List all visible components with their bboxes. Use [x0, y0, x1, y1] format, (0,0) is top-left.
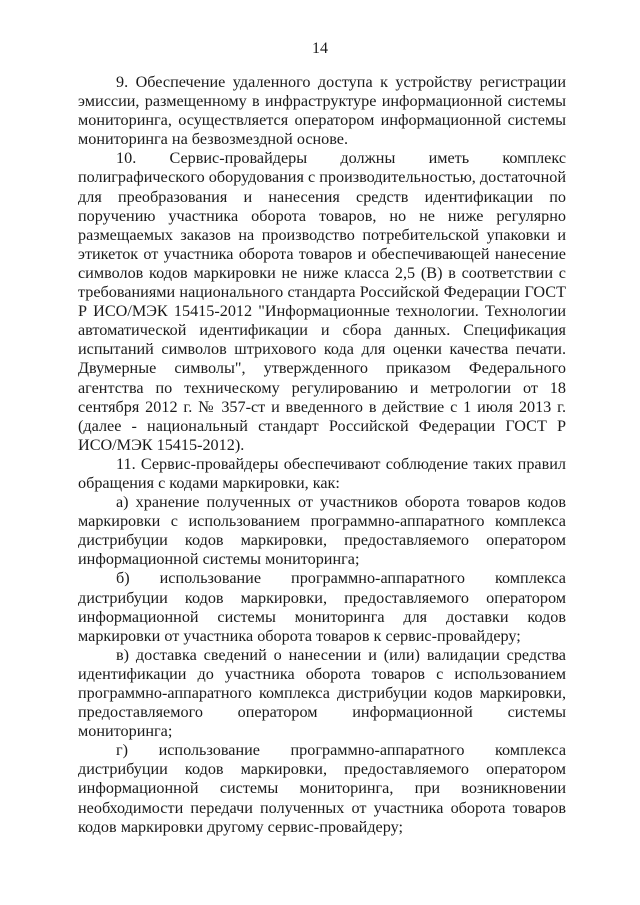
paragraph-9: 9. Обеспечение удаленного доступа к устройству регистрации эмиссии, размещенному в инфраструктуре информационной системы мониторинга, осуществляется оператором информационной системы мониторинга на безвозмездной основе. — [78, 73, 566, 149]
document-body — [78, 73, 566, 837]
page-number: 14 — [312, 40, 328, 57]
list-item-v: в) доставка сведений о нанесении и (или) валидации средства идентификации до участника оборота товаров с использованием программно-аппаратного комплекса дистрибуции кодов маркировки, предоставляемого оператором информационной системы мониторинга; — [78, 645, 566, 741]
list-item-g: г) использование программно-аппаратного комплекса дистрибуции кодов маркировки, предоставляемого оператором информационной системы мониторинга, при возникновении необходимости передачи полученных от участника оборота товаров кодов маркировки другому сервис-провайдеру; — [78, 741, 566, 836]
paragraph-11: 11. Сервис-провайдеры обеспечивают соблюдение таких правил обращения с кодами маркировки, как: — [78, 454, 566, 492]
list-item-b: б) использование программно-аппаратного комплекса дистрибуции кодов маркировки, предоставляемого оператором информационной системы мониторинга для доставки кодов маркировки от участника оборота товаров к сервис-провайдеру; — [78, 569, 566, 645]
list-item-a: а) хранение полученных от участников оборота товаров кодов маркировки с использованием программно-аппаратного комплекса дистрибуции кодов маркировки, предоставляемого оператором информационной системы мониторинга; — [78, 493, 566, 569]
paragraph-10: 10. Сервис-провайдеры должны иметь комплекс полиграфического оборудования с производительностью, достаточной для преобразования и нанесения средств идентификации по поручению участника оборота товаров, но не ниже регулярно размещаемых заказов на производство потребительской упаковки и этикеток от участника оборота товаров и обеспечивающей нанесение символов кодов маркировки не ниже класса 2,5 (B) в соответствии с требованиями национального стандарта Российской Федерации ГОСТ Р ИСО/МЭК 15415-2012 "Информационные технологии. Технологии автоматической идентификации и сбора данных. Спецификация испытаний символов штрихового кода для оценки качества печати. Двумерные символы", утвержденного приказом Федерального агентства по техническому регулированию и метрологии от 18 сентября 2012 г. № 357-ст и введенного в действие с 1 июля 2013 г. (далее - национальный стандарт Российской Федерации ГОСТ Р ИСО/МЭК 15415-2012). — [78, 149, 566, 454]
